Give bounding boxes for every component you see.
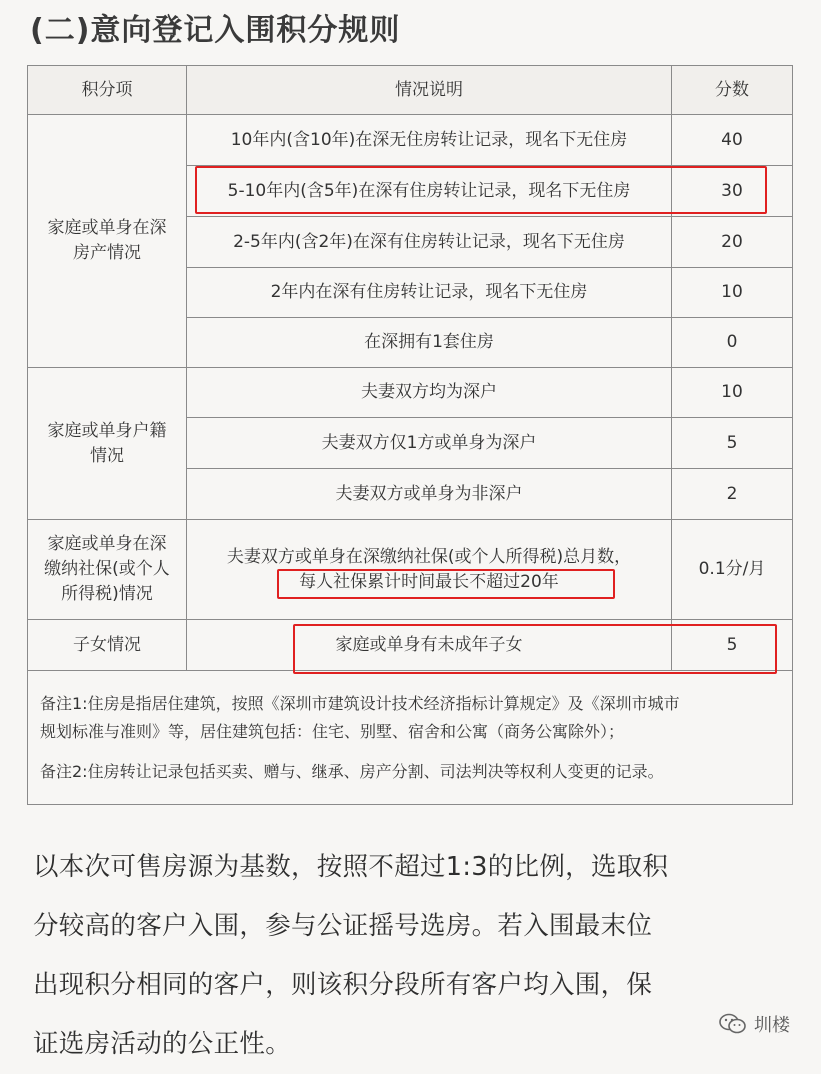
row-score: 0	[672, 318, 793, 368]
category-children: 子女情况	[28, 620, 187, 671]
notes-cell	[28, 671, 793, 805]
watermark	[718, 1011, 790, 1037]
row-description: 家庭或单身有未成年子女	[187, 620, 672, 671]
row-description: 夫妻双方或单身为非深户	[187, 469, 672, 520]
category-hukou: 家庭或单身户籍 情况	[28, 368, 187, 520]
page-title: (二)意向登记入围积分规则	[30, 13, 401, 48]
table-header-row	[28, 66, 793, 115]
row-description: 2年内在深有住房转让记录，现名下无住房	[187, 268, 672, 318]
header-description: 情况说明	[187, 66, 672, 115]
table-row	[28, 520, 793, 620]
row-description: 夫妻双方均为深户	[187, 368, 672, 418]
row-score: 40	[672, 115, 793, 166]
table-row	[28, 368, 793, 418]
row-score: 10	[672, 268, 793, 318]
note-1-line-1: 备注1:住房是指居住建筑，按照《深圳市建筑设计技术经济指标计算规定》及《深圳市城市	[40, 693, 680, 713]
row-description: 5-10年内(含5年)在深有住房转让记录，现名下无住房	[187, 166, 672, 217]
row-score: 5	[672, 418, 793, 469]
note-2: 备注2:住房转让记录包括买卖、赠与、继承、房产分割、司法判决等权利人变更的记录。	[40, 761, 664, 781]
header-score: 分数	[672, 66, 793, 115]
category-social-insurance: 家庭或单身在深 缴纳社保(或个人 所得税)情况	[28, 520, 187, 620]
row-description: 夫妻双方或单身在深缴纳社保(或个人所得税)总月数， 每人社保累计时间最长不超过20年	[187, 520, 672, 620]
points-rules-table	[27, 65, 793, 805]
row-score: 30	[672, 166, 793, 217]
row-score: 0.1分/月	[672, 520, 793, 620]
row-description: 10年内(含10年)在深无住房转让记录，现名下无住房	[187, 115, 672, 166]
row-score: 20	[672, 217, 793, 268]
wechat-icon	[718, 1013, 748, 1035]
notes-row	[28, 671, 793, 805]
row-score: 2	[672, 469, 793, 520]
row-score: 5	[672, 620, 793, 671]
header-item: 积分项	[28, 66, 187, 115]
table-row	[28, 115, 793, 166]
row-score: 10	[672, 368, 793, 418]
watermark-text: 圳楼	[754, 1015, 790, 1036]
body-paragraph: 以本次可售房源为基数，按照不超过1:3的比例，选取积 分较高的客户入围，参与公证摇号选房。若入围最末位 出现积分相同的客户，则该积分段所有客户均入围，保 证选房活动的公正性。	[33, 852, 669, 1059]
note-1-line-2: 规划标准与准则》等，居住建筑包括：住宅、别墅、宿舍和公寓（商务公寓除外）；	[40, 721, 625, 741]
row-description: 在深拥有1套住房	[187, 318, 672, 368]
category-housing: 家庭或单身在深 房产情况	[28, 115, 187, 368]
row-description: 2-5年内(含2年)在深有住房转让记录，现名下无住房	[187, 217, 672, 268]
table-row	[28, 620, 793, 671]
row-description: 夫妻双方仅1方或单身为深户	[187, 418, 672, 469]
